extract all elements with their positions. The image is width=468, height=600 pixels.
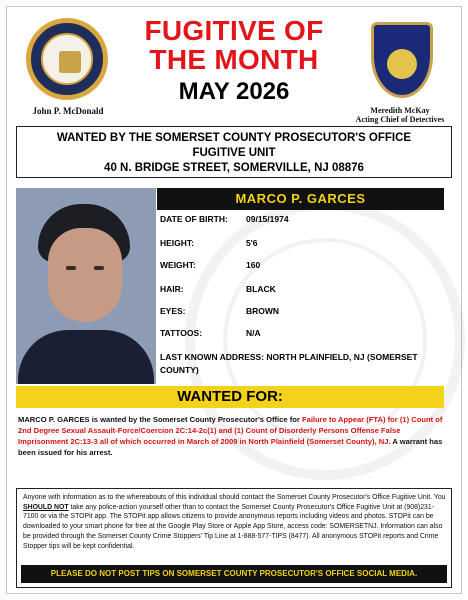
right-official-title: Acting Chief of Detectives bbox=[355, 115, 445, 124]
title-month: MAY 2026 bbox=[178, 78, 290, 105]
address-value: NORTH PLAINFIELD, NJ (SOMERSET COUNTY) bbox=[160, 352, 418, 375]
description-charges: Failure to Appear (FTA) for (1) Count of 2nd Degree Sexual Assault-Force/Coercion 2C:14-2c(1) and (1) Count of Disorderly Persons Offense False Imprisonment 2C:13-3 all of which occurred in March of 2009 in North Plainfield (Somerset County), NJ. bbox=[18, 415, 443, 446]
detail-label: HAIR: bbox=[160, 284, 184, 294]
description-warrant: A warrant has been issued for his arrest. bbox=[18, 437, 443, 457]
tips-box bbox=[16, 488, 452, 588]
title-line-1: FUGITIVE OF bbox=[144, 15, 324, 46]
detail-label: WEIGHT: bbox=[160, 260, 196, 270]
detail-label: HEIGHT: bbox=[160, 238, 194, 248]
detail-label: EYES: bbox=[160, 306, 186, 316]
detail-value: 160 bbox=[246, 260, 261, 270]
fugitive-name: MARCO P. GARCES bbox=[157, 188, 444, 210]
title-block bbox=[120, 16, 348, 106]
tips-should-not: SHOULD NOT bbox=[23, 503, 69, 511]
wanted-by-box bbox=[16, 126, 452, 178]
wanted-by-line-2: FUGITIVE UNIT bbox=[192, 147, 276, 159]
detail-label: TATTOOS: bbox=[160, 328, 203, 338]
detail-value: 5'6 bbox=[246, 238, 258, 248]
address-label: LAST KNOWN ADDRESS: bbox=[160, 352, 265, 362]
left-official-name: John P. McDonald bbox=[32, 106, 104, 116]
wanted-for-heading: WANTED FOR: bbox=[16, 386, 444, 408]
wanted-by-line-1: WANTED BY THE SOMERSET COUNTY PROSECUTOR'S OFFICE bbox=[56, 132, 412, 144]
tips-text bbox=[23, 493, 447, 551]
social-media-warning: PLEASE DO NOT POST TIPS ON SOMERSET COUNTY PROSECUTOR'S OFFICE SOCIAL MEDIA. bbox=[21, 565, 447, 583]
right-official-name: Meredith McKay bbox=[370, 106, 430, 115]
tips-part-2: take any police-action yourself other than to contact the Somerset County Prosecutor's Office Fugitive Unit at (908)231-7100 or via the STOPit app. The STOPit app allows citizens to provide anonymous reports including videos and photos. STOPit can be downloaded to your smart phone for free at the Google Play Store or Apple App Store, access code: SOMERSETNJ. Information can also be provided through the Somerset County Crime Stoppers' Tip Line at 1-888-577-TIPS (8477). All anonymous STOPit reports and Crime Stopper tips will be kept confidential. bbox=[23, 503, 443, 550]
detail-value: BLACK bbox=[246, 284, 276, 294]
wanted-for-description bbox=[18, 414, 446, 458]
detail-value: 09/15/1974 bbox=[246, 214, 289, 224]
right-official bbox=[340, 106, 460, 124]
detail-value: N/A bbox=[246, 328, 261, 338]
title-line-2: THE MONTH bbox=[149, 44, 319, 75]
tips-part-1: Anyone with information as to the whereabouts of this individual should contact the Somerset County Prosecutor's Office Fugitive Unit. You bbox=[23, 494, 446, 501]
detail-value: BROWN bbox=[246, 306, 280, 316]
detail-label: DATE OF BIRTH: bbox=[160, 214, 228, 224]
description-intro: MARCO P. GARCES is wanted by the Somerset County Prosecutor's Office for bbox=[18, 415, 302, 424]
detail-row-address bbox=[160, 351, 442, 377]
wanted-by-line-3: 40 N. BRIDGE STREET, SOMERVILLE, NJ 08876 bbox=[104, 162, 364, 174]
fugitive-photo bbox=[16, 188, 156, 384]
prosecutor-seal-logo bbox=[26, 18, 108, 100]
